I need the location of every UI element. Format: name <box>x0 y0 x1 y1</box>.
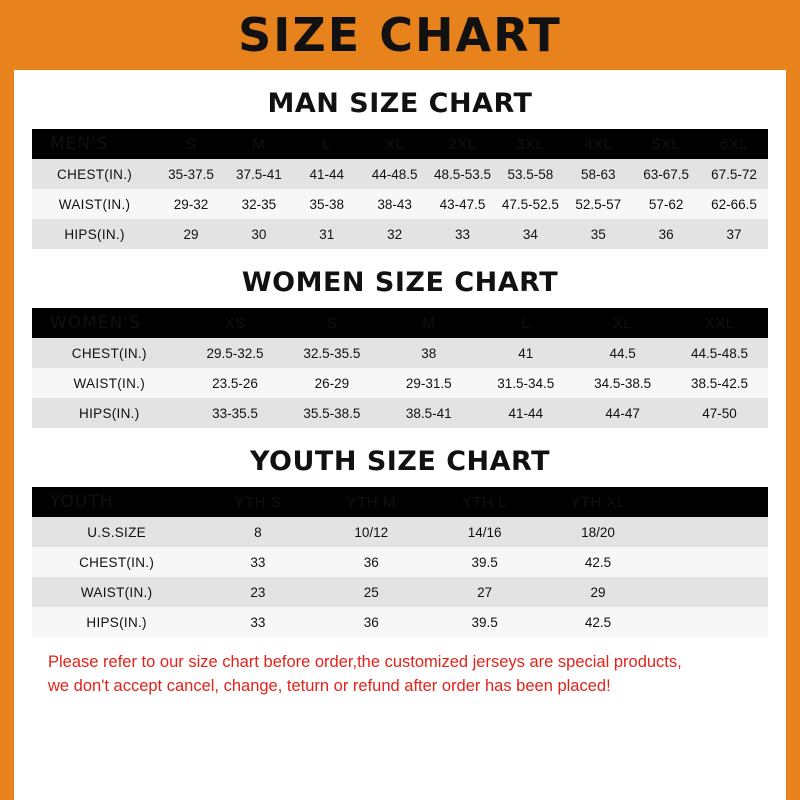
table-row <box>32 368 768 398</box>
row-header: WAIST(IN.) <box>32 577 201 607</box>
page-title: SIZE CHART <box>238 8 562 62</box>
table-cell: 33 <box>429 219 497 249</box>
column-header: YOUTH <box>32 487 201 517</box>
women-size-chart <box>32 308 768 428</box>
table-header-row <box>32 129 768 159</box>
table-cell: 32.5-35.5 <box>283 338 380 368</box>
table-cell: 10/12 <box>315 517 428 547</box>
order-notice-line-2: we don't accept cancel, change, teturn or refund after order has been placed! <box>48 676 611 695</box>
table-cell: 31 <box>293 219 361 249</box>
table-cell: 27 <box>428 577 541 607</box>
women-section-title: WOMEN SIZE CHART <box>241 267 559 298</box>
table-cell: 44.5-48.5 <box>671 338 768 368</box>
table-cell: 42.5 <box>541 547 654 577</box>
row-header: CHEST(IN.) <box>32 338 187 368</box>
table-cell: 14/16 <box>428 517 541 547</box>
table-cell: 18/20 <box>541 517 654 547</box>
table-header-row <box>32 308 768 338</box>
table-row <box>32 398 768 428</box>
table-cell: 8 <box>201 517 314 547</box>
column-header: WOMEN'S <box>32 308 187 338</box>
table-cell: 36 <box>315 607 428 637</box>
row-header: WAIST(IN.) <box>32 189 157 219</box>
man-section-title: MAN SIZE CHART <box>267 88 533 119</box>
table-cell: 23 <box>201 577 314 607</box>
table-cell: 36 <box>315 547 428 577</box>
column-header: YTH XL <box>541 487 654 517</box>
table-cell: 38.5-41 <box>380 398 477 428</box>
table-cell: 36 <box>632 219 700 249</box>
table-cell: 25 <box>315 577 428 607</box>
column-header: YTH M <box>315 487 428 517</box>
table-cell: 63-67.5 <box>632 159 700 189</box>
column-header: S <box>157 129 225 159</box>
row-header: CHEST(IN.) <box>32 547 201 577</box>
table-cell: 62-66.5 <box>700 189 768 219</box>
content <box>14 88 786 699</box>
table-cell: 39.5 <box>428 547 541 577</box>
table-row <box>32 338 768 368</box>
table-cell: 34.5-38.5 <box>574 368 671 398</box>
table-cell: 38.5-42.5 <box>671 368 768 398</box>
column-header: M <box>380 308 477 338</box>
table-cell: 48.5-53.5 <box>429 159 497 189</box>
table-cell: 35-37.5 <box>157 159 225 189</box>
table-cell: 53.5-58 <box>496 159 564 189</box>
column-header: 6XL <box>700 129 768 159</box>
table-cell: 23.5-26 <box>187 368 284 398</box>
column-header: 2XL <box>429 129 497 159</box>
table-cell: 29.5-32.5 <box>187 338 284 368</box>
table-row <box>32 577 768 607</box>
table-row <box>32 517 768 547</box>
table-cell: 47-50 <box>671 398 768 428</box>
table-cell: 30 <box>225 219 293 249</box>
table-cell-spacer <box>655 517 768 547</box>
table-row <box>32 219 768 249</box>
row-header: HIPS(IN.) <box>32 398 187 428</box>
row-header: CHEST(IN.) <box>32 159 157 189</box>
table-cell: 32-35 <box>225 189 293 219</box>
table-cell: 42.5 <box>541 607 654 637</box>
table-cell: 41 <box>477 338 574 368</box>
table-cell: 58-63 <box>564 159 632 189</box>
table-row <box>32 189 768 219</box>
table-cell: 29 <box>541 577 654 607</box>
column-header: L <box>477 308 574 338</box>
row-header: WAIST(IN.) <box>32 368 187 398</box>
column-header: MEN'S <box>32 129 157 159</box>
table-cell: 38-43 <box>361 189 429 219</box>
table-cell: 31.5-34.5 <box>477 368 574 398</box>
table-cell: 35-38 <box>293 189 361 219</box>
column-header: 5XL <box>632 129 700 159</box>
table-cell-spacer <box>655 577 768 607</box>
row-header: HIPS(IN.) <box>32 607 201 637</box>
table-row <box>32 607 768 637</box>
row-header: U.S.SIZE <box>32 517 201 547</box>
table-cell-spacer <box>655 547 768 577</box>
table-cell: 29-32 <box>157 189 225 219</box>
column-header: M <box>225 129 293 159</box>
table-cell-spacer <box>655 607 768 637</box>
man-size-chart <box>32 129 768 249</box>
row-header: HIPS(IN.) <box>32 219 157 249</box>
table-cell: 33-35.5 <box>187 398 284 428</box>
table-cell: 52.5-57 <box>564 189 632 219</box>
column-header: S <box>283 308 380 338</box>
column-header: 3XL <box>496 129 564 159</box>
table-cell: 37 <box>700 219 768 249</box>
table-cell: 39.5 <box>428 607 541 637</box>
table-cell: 37.5-41 <box>225 159 293 189</box>
table-cell: 26-29 <box>283 368 380 398</box>
order-notice <box>48 651 752 699</box>
column-header: XS <box>187 308 284 338</box>
table-cell: 29-31.5 <box>380 368 477 398</box>
table-cell: 33 <box>201 607 314 637</box>
table-cell: 41-44 <box>293 159 361 189</box>
table-cell: 41-44 <box>477 398 574 428</box>
table-header-row <box>32 487 768 517</box>
column-header: L <box>293 129 361 159</box>
column-header: YTH L <box>428 487 541 517</box>
table-cell: 47.5-52.5 <box>496 189 564 219</box>
column-header: XL <box>574 308 671 338</box>
table-cell: 29 <box>157 219 225 249</box>
table-cell: 44.5 <box>574 338 671 368</box>
table-cell: 44-48.5 <box>361 159 429 189</box>
table-cell: 67.5-72 <box>700 159 768 189</box>
youth-section-title: YOUTH SIZE CHART <box>249 446 551 477</box>
column-header: XXL <box>671 308 768 338</box>
table-row <box>32 159 768 189</box>
youth-size-chart <box>32 487 768 637</box>
banner <box>14 0 786 70</box>
column-header: XL <box>361 129 429 159</box>
table-cell: 35 <box>564 219 632 249</box>
order-notice-line-1: Please refer to our size chart before order,the customized jerseys are special products, <box>48 653 682 671</box>
table-cell: 57-62 <box>632 189 700 219</box>
table-cell: 35.5-38.5 <box>283 398 380 428</box>
table-cell: 38 <box>380 338 477 368</box>
column-header: 4XL <box>564 129 632 159</box>
table-cell: 44-47 <box>574 398 671 428</box>
table-cell: 43-47.5 <box>429 189 497 219</box>
table-row <box>32 547 768 577</box>
table-cell: 32 <box>361 219 429 249</box>
table-cell: 33 <box>201 547 314 577</box>
column-header: YTH S <box>201 487 314 517</box>
column-header-spacer <box>655 487 768 517</box>
table-cell: 34 <box>496 219 564 249</box>
